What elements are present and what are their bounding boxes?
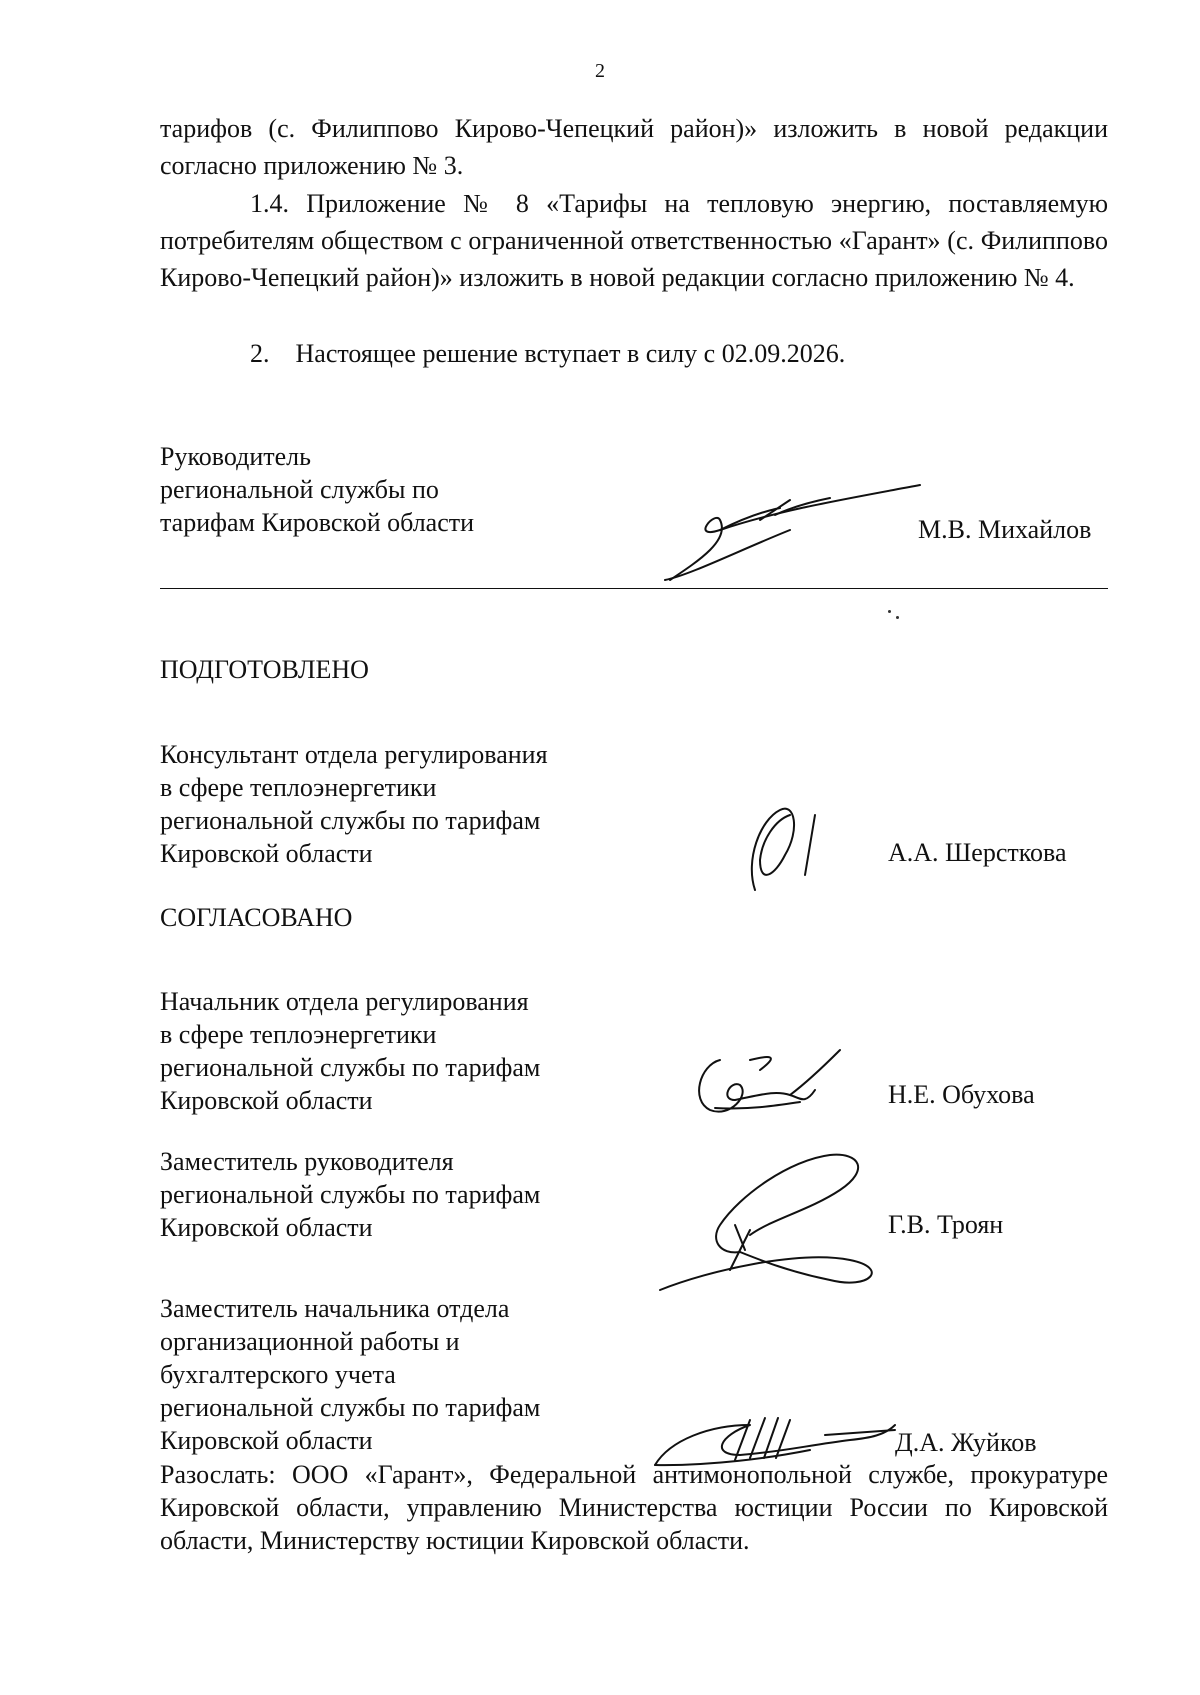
head-position [160,440,474,539]
head-signature [660,480,930,590]
agreed-name-3: Д.А. Жуйков [895,1428,1037,1457]
paragraph-continuation: тарифов (с. Филиппово Кирово-Чепецкий район)» изложить в новой редакции согласно приложению № 3. [160,114,1108,180]
position-line: Кировской области [160,1086,373,1115]
agreed-position-3 [160,1292,540,1457]
position-line: региональной службы по тарифам [160,1053,541,1082]
position-line: Кировской области [160,1426,373,1455]
position-line: региональной службы по тарифам [160,806,541,835]
position-line: организационной работы и [160,1327,460,1356]
position-line: в сфере теплоэнергетики [160,1020,437,1049]
prepared-name: А.А. Шерсткова [888,838,1067,867]
position-line: Кировской области [160,839,373,868]
position-line: Заместитель руководителя [160,1147,454,1176]
scan-speck [888,610,891,613]
position-line: региональной службы по тарифам [160,1393,541,1422]
agreed-signature-1 [690,1040,850,1120]
position-line: в сфере теплоэнергетики [160,773,437,802]
agreed-heading: СОГЛАСОВАНО [160,903,353,932]
position-line: тарифам Кировской области [160,508,475,537]
paragraph-item-2: 2. Настоящее решение вступает в силу с 02.09.2026. [250,339,846,368]
position-line: Начальник отдела регулирования [160,987,529,1016]
page-number: 2 [595,60,605,82]
paragraph-item-1-4: 1.4. Приложение № 8 «Тарифы на тепловую энергию, поставляемую потребителям обществом с ограниченной ответственностью «Гарант» (с. Филиппово Кирово-Чепецкий район)» изложить в новой редакции согласно приложению № 4. [160,189,1108,292]
position-line: Кировской области [160,1213,373,1242]
agreed-name-2: Г.В. Троян [888,1210,1004,1239]
position-line: Руководитель [160,442,311,471]
position-line: Консультант отдела регулирования [160,740,548,769]
separator-line [160,588,1108,589]
position-line: Заместитель начальника отдела [160,1294,510,1323]
distribution-list: Разослать: ООО «Гарант», Федеральной антимонопольной службе, прокуратуре Кировской области, управлению Министерства юстиции России по Кировской области, Министерству юстиции Кировской области. [160,1460,1108,1555]
position-line: региональной службы по [160,475,439,504]
prepared-signature [740,800,830,900]
position-line: региональной службы по тарифам [160,1180,541,1209]
agreed-signature-2 [650,1140,900,1300]
prepared-position [160,738,548,870]
head-name: М.В. Михайлов [918,515,1092,544]
prepared-heading: ПОДГОТОВЛЕНО [160,655,369,684]
position-line: бухгалтерского учета [160,1360,396,1389]
agreed-position-1 [160,985,540,1117]
scan-speck [896,616,899,619]
agreed-position-2 [160,1145,540,1244]
agreed-name-1: Н.Е. Обухова [888,1080,1035,1109]
